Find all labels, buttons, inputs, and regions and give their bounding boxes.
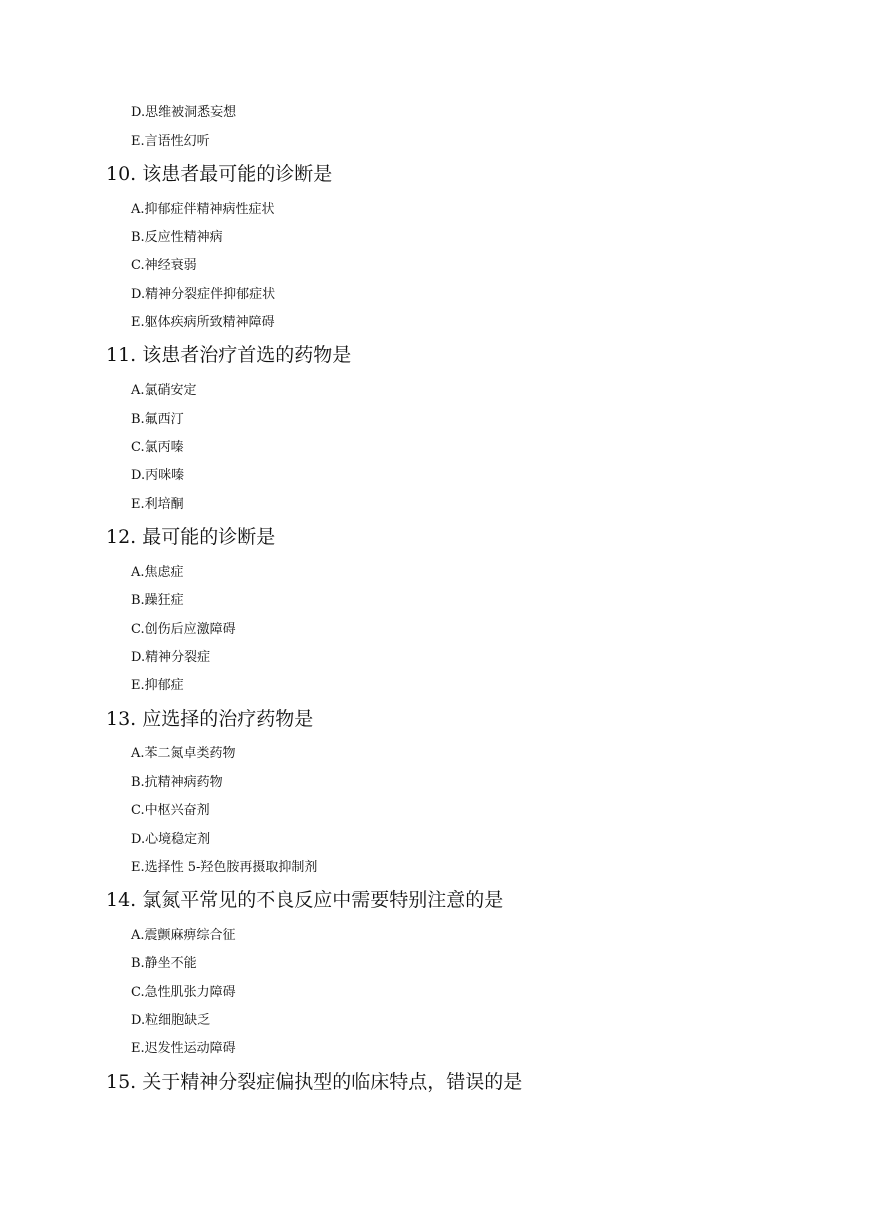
option-12e: E.抑郁症	[131, 678, 184, 693]
option-12d: D.精神分裂症	[131, 650, 211, 665]
option-10a: A.抑郁症伴精神病性症状	[131, 202, 275, 217]
option-12c: C.创伤后应激障碍	[131, 622, 236, 637]
option-14d: D.粒细胞缺乏	[131, 1013, 211, 1028]
question-15: 15. 关于精神分裂症偏执型的临床特点，错误的是	[106, 1071, 523, 1093]
option-9d: D.思维被洞悉妄想	[131, 105, 237, 120]
option-9e: E.言语性幻听	[131, 134, 210, 149]
question-10: 10. 该患者最可能的诊断是	[106, 163, 333, 185]
question-12: 12. 最可能的诊断是	[106, 526, 276, 548]
question-14: 14. 氯氮平常见的不良反应中需要特别注意的是	[106, 889, 504, 911]
option-10b: B.反应性精神病	[131, 230, 223, 245]
option-10c: C.神经衰弱	[131, 258, 197, 273]
option-10e: E.躯体疾病所致精神障碍	[131, 315, 275, 330]
option-11b: B.氟西汀	[131, 412, 184, 427]
option-11e: E.利培酮	[131, 497, 184, 512]
question-13: 13. 应选择的治疗药物是	[106, 708, 314, 730]
option-13d: D.心境稳定剂	[131, 832, 211, 847]
option-13b: B.抗精神病药物	[131, 775, 223, 790]
option-11c: C.氯丙嗪	[131, 440, 184, 455]
question-11: 11. 该患者治疗首选的药物是	[106, 344, 352, 366]
option-11a: A.氯硝安定	[131, 383, 197, 398]
option-14b: B.静坐不能	[131, 956, 197, 971]
option-11d: D.丙咪嗪	[131, 468, 185, 483]
option-13c: C.中枢兴奋剂	[131, 803, 210, 818]
option-13a: A.苯二氮卓类药物	[131, 746, 236, 761]
option-14e: E.迟发性运动障碍	[131, 1041, 236, 1056]
option-12a: A.焦虑症	[131, 565, 184, 580]
option-14a: A.震颤麻痹综合征	[131, 928, 236, 943]
option-14c: C.急性肌张力障碍	[131, 985, 236, 1000]
option-13e: E.选择性 5-羟色胺再摄取抑制剂	[131, 860, 318, 875]
option-10d: D.精神分裂症伴抑郁症状	[131, 287, 276, 302]
option-12b: B.躁狂症	[131, 593, 184, 608]
